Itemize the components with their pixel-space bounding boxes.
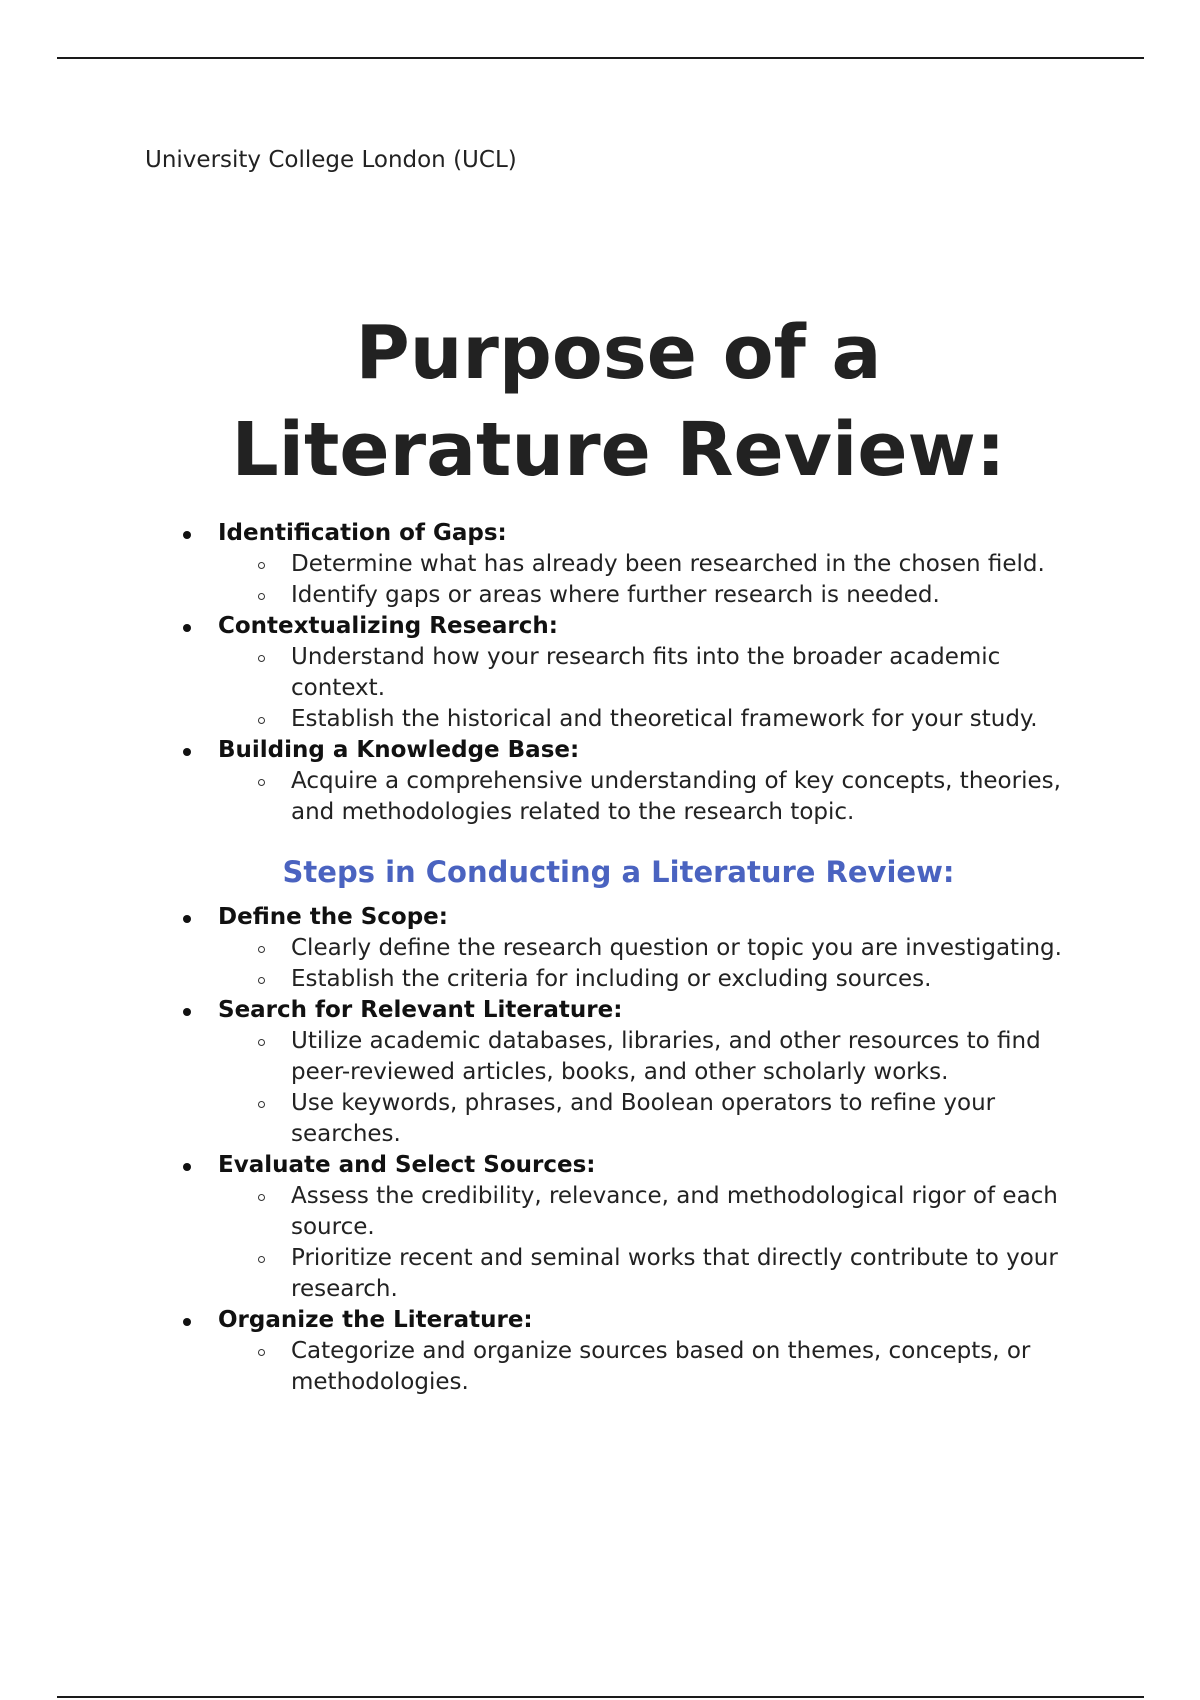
sub-list-item-text: Categorize and organize sources based on themes, concepts, or methodologies. — [291, 1338, 1031, 1395]
circle-bullet-icon — [258, 779, 265, 786]
circle-bullet-icon — [258, 1256, 265, 1263]
list-item-title: Identification of Gaps: — [218, 520, 507, 546]
sub-list-item-text: Identify gaps or areas where further research is needed. — [291, 582, 940, 608]
page-title — [100, 305, 1137, 499]
list-item-title: Search for Relevant Literature: — [218, 997, 623, 1023]
sub-list-item — [218, 964, 1200, 995]
list-item — [0, 902, 1200, 995]
sub-list-item-text: Utilize academic databases, libraries, and other resources to find peer-reviewed articles, books, and other scholarly works. — [291, 1028, 1041, 1085]
bullet-icon — [183, 1008, 191, 1016]
sub-list-item-text: Clearly define the research question or topic you are investigating. — [291, 935, 1062, 961]
bullet-icon — [183, 624, 191, 632]
sub-list — [218, 1336, 1200, 1398]
circle-bullet-icon — [258, 1039, 265, 1046]
page-title-line-1: Purpose of a — [355, 310, 882, 396]
steps-list — [0, 902, 1200, 1398]
sub-list — [218, 1026, 1200, 1150]
sub-list-item — [218, 1026, 1200, 1088]
list-item — [0, 995, 1200, 1150]
list-item-title: Evaluate and Select Sources: — [218, 1152, 596, 1178]
bottom-rule — [57, 1696, 1144, 1698]
sub-list-item-text: Establish the criteria for including or excluding sources. — [291, 966, 932, 992]
sub-list-item-text: Determine what has already been researched in the chosen field. — [291, 551, 1045, 577]
circle-bullet-icon — [258, 1349, 265, 1356]
sub-list-item — [218, 1181, 1200, 1243]
sub-list — [218, 933, 1200, 995]
list-item — [0, 1150, 1200, 1305]
sub-list-item — [218, 1243, 1200, 1305]
bullet-icon — [183, 531, 191, 539]
list-item-title: Define the Scope: — [218, 904, 448, 930]
sub-list-item — [218, 1088, 1200, 1150]
circle-bullet-icon — [258, 1194, 265, 1201]
sub-list-item-text: Prioritize recent and seminal works that directly contribute to your research. — [291, 1245, 1058, 1302]
sub-list-item — [218, 766, 1200, 828]
sub-list-item — [218, 704, 1200, 735]
bullet-icon — [183, 748, 191, 756]
institution-name: University College London (UCL) — [145, 147, 517, 173]
circle-bullet-icon — [258, 655, 265, 662]
list-item — [0, 1305, 1200, 1398]
sub-list-item-text: Acquire a comprehensive understanding of key concepts, theories, and methodologies related to the research topic. — [291, 768, 1061, 825]
list-item-title: Contextualizing Research: — [218, 613, 558, 639]
steps-section — [0, 855, 1200, 1398]
sub-list — [218, 766, 1200, 828]
sub-list-item — [218, 1336, 1200, 1398]
sub-list-item — [218, 580, 1200, 611]
circle-bullet-icon — [258, 593, 265, 600]
sub-list-item-text: Assess the credibility, relevance, and methodological rigor of each source. — [291, 1183, 1058, 1240]
circle-bullet-icon — [258, 977, 265, 984]
sub-list — [218, 1181, 1200, 1305]
section-heading: Steps in Conducting a Literature Review: — [282, 855, 955, 889]
sub-list-item-text: Understand how your research fits into the broader academic context. — [291, 644, 1001, 701]
list-item — [0, 735, 1200, 828]
circle-bullet-icon — [258, 562, 265, 569]
sub-list-item-text: Establish the historical and theoretical framework for your study. — [291, 706, 1038, 732]
bullet-icon — [183, 915, 191, 923]
list-item — [0, 518, 1200, 611]
sub-list — [218, 549, 1200, 611]
purpose-section — [0, 518, 1200, 828]
purpose-list — [0, 518, 1200, 828]
sub-list-item-text: Use keywords, phrases, and Boolean operators to refine your searches. — [291, 1090, 996, 1147]
circle-bullet-icon — [258, 1101, 265, 1108]
list-item-title: Building a Knowledge Base: — [218, 737, 580, 763]
circle-bullet-icon — [258, 717, 265, 724]
sub-list-item — [218, 642, 1200, 704]
sub-list — [218, 642, 1200, 735]
bullet-icon — [183, 1318, 191, 1326]
page-title-line-2: Literature Review: — [231, 407, 1006, 493]
circle-bullet-icon — [258, 946, 265, 953]
top-rule — [57, 57, 1144, 59]
bullet-icon — [183, 1163, 191, 1171]
sub-list-item — [218, 933, 1200, 964]
list-item-title: Organize the Literature: — [218, 1307, 533, 1333]
sub-list-item — [218, 549, 1200, 580]
list-item — [0, 611, 1200, 735]
